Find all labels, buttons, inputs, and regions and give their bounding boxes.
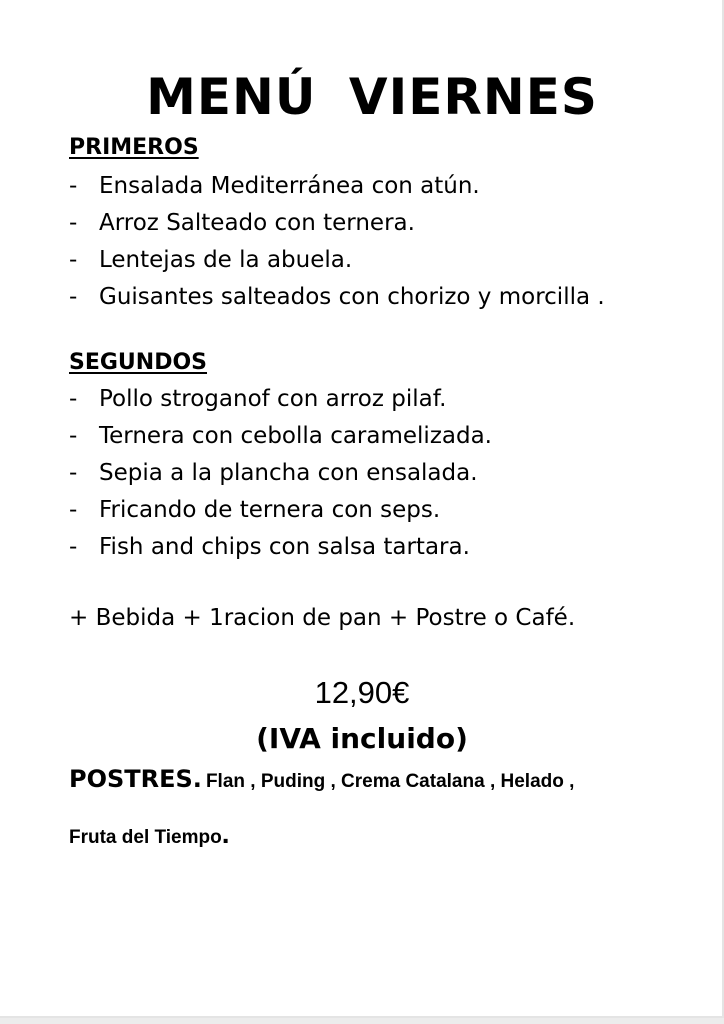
dish-name: Fish and chips con salsa tartara. xyxy=(99,534,470,560)
postres-label: POSTRES. xyxy=(69,765,202,793)
dash-bullet: - xyxy=(69,386,78,412)
tax-note: (IVA incluido) xyxy=(256,722,468,755)
list-item xyxy=(69,529,492,566)
list-item xyxy=(69,168,605,205)
postres-items-continued: Fruta del Tiempo xyxy=(69,827,222,848)
list-item xyxy=(69,242,605,279)
dish-name: Ensalada Mediterránea con atún. xyxy=(99,173,480,199)
menu-extras: + Bebida + 1racion de pan + Postre o Café. xyxy=(69,605,576,631)
primeros-list xyxy=(69,168,605,316)
dash-bullet: - xyxy=(69,210,78,236)
primeros-heading: PRIMEROS xyxy=(69,135,199,160)
segundos-heading: SEGUNDOS xyxy=(69,350,208,375)
dash-bullet: - xyxy=(69,534,78,560)
postres-line xyxy=(69,765,574,793)
dish-name: Lentejas de la abuela. xyxy=(99,247,353,273)
dish-name: Fricando de ternera con seps. xyxy=(99,497,441,523)
dish-name: Arroz Salteado con ternera. xyxy=(99,210,415,236)
dish-name: Pollo stroganof con arroz pilaf. xyxy=(99,386,447,412)
postres-line-2 xyxy=(69,818,230,850)
list-item xyxy=(69,381,492,418)
dish-name: Guisantes salteados con chorizo y morcilla . xyxy=(99,284,605,310)
list-item xyxy=(69,455,492,492)
dash-bullet: - xyxy=(69,247,78,273)
dash-bullet: - xyxy=(69,173,78,199)
segundos-list xyxy=(69,381,492,566)
dish-name: Ternera con cebolla caramelizada. xyxy=(99,423,492,449)
dash-bullet: - xyxy=(69,284,78,310)
list-item xyxy=(69,492,492,529)
postres-items: Flan , Puding , Crema Catalana , Helado , xyxy=(205,771,575,792)
menu-price: 12,90€ xyxy=(314,675,410,710)
dish-name: Sepia a la plancha con ensalada. xyxy=(99,460,478,486)
postres-end-mark: . xyxy=(221,818,230,849)
menu-title: MENÚ VIERNES xyxy=(146,68,598,126)
list-item xyxy=(69,418,492,455)
list-item xyxy=(69,205,605,242)
dash-bullet: - xyxy=(69,497,78,523)
dash-bullet: - xyxy=(69,460,78,486)
dash-bullet: - xyxy=(69,423,78,449)
list-item xyxy=(69,279,605,316)
